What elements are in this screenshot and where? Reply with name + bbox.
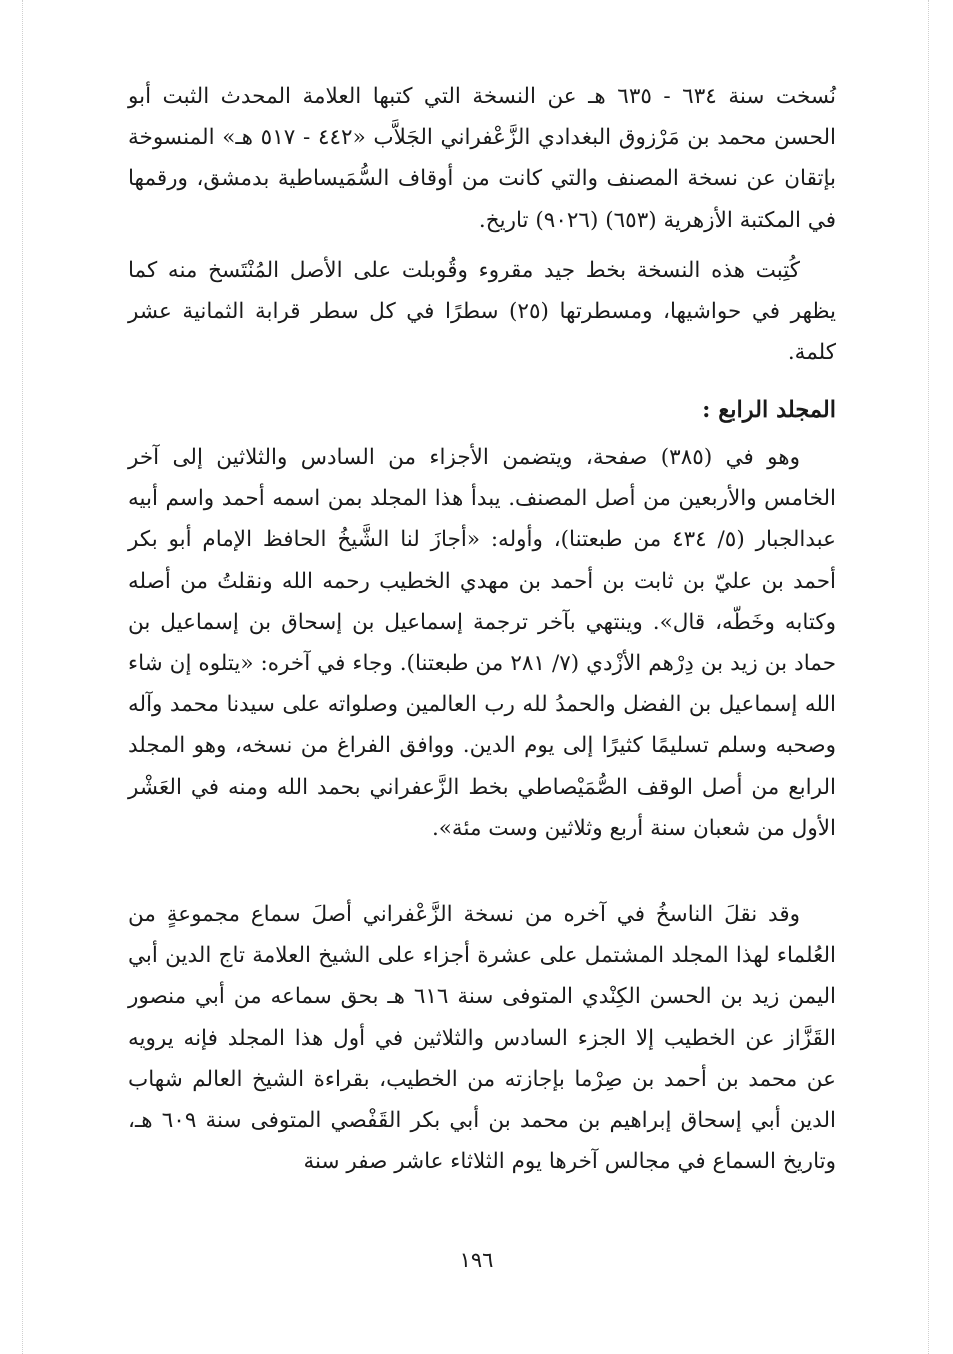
paragraph-text: وقد نقلَ الناسخُ في آخره من نسخة الزَّعْفراني أصلَ سماع مجموعةٍ من العُلماء لهذا المجلد المشتمل على عشرة أجزاء على الشيخ العلامة تاج الدين أبي اليمن زيد بن الحسن الكِنْدي المتوفى سنة ٦١٦ هـ بحق سماعه من أبي منصور القَزَّاز عن الخطيب إلا الجزء السادس والثلاثين في أول هذا المجلد فإنه يرويه عن محمد بن أحمد بن صِرْما بإجازته من الخطيب، بقراءة الشيخ العالم شهاب الدين أبي إسحاق إبراهيم بن محمد بن أبي بكر القَفْصي المتوفى سنة ٦٠٩ هـ، وتاريخ السماع في مجالس آخرها يوم الثلاثاء عاشر صفر سنة xyxy=(128,902,837,1175)
paragraph-volume-four xyxy=(128,437,836,849)
scan-guide-line-right xyxy=(928,0,929,1354)
section-heading: المجلد الرابع : xyxy=(702,397,836,423)
paragraph-text: كُتِبت هذه النسخة بخط جيد مقروء وقُوبلت على الأصل المُنْتَسخ منه كما يظهر في حواشيها، ومسطرتها (٢٥) سطرًا في كل سطر قرابة الثمانية عشر كلمة. xyxy=(128,258,836,366)
page-number: ١٩٦ xyxy=(459,1248,494,1272)
paragraph-audition-record xyxy=(128,894,836,1182)
paragraph-manuscript-description xyxy=(128,250,836,374)
paragraph-text: وهو في (٣٨٥) صفحة، ويتضمن الأجزاء من السادس والثلاثين إلى آخر الخامس والأربعين من أصل المصنف. يبدأ هذا المجلد بمن اسمه أحمد واسم أبيه عبدالجبار (٥/ ٤٣٤ من طبعتنا)، وأوله: «أجازَ لنا الشَّيخُ الحافظ الإمام أبو بكر أحمد بن عليّ بن ثابت بن أحمد بن مهدي الخطيب رحمه الله ونقلتُ من أصله وكتابه وخَطّه، قال». وينتهي بآخر ترجمة إسماعيل بن إسحاق بن إسماعيل بن حماد بن زيد بن دِرْهم الأزْدي (٧/ ٢٨١ من طبعتنا). وجاء في آخره: «يتلوه إن شاء الله إسماعيل بن الفضل والحمدُ لله رب العالمين وصلواته على سيدنا محمد وآله وصحبه وسلم تسليمًا كثيرًا إلى يوم الدين. ووافق الفراغ من نسخه، وهو المجلد الرابع من أصل الوقف الصُّمَيْصاطي بخط الزَّعفراني بحمد الله ومنه في العَشْر الأول من شعبان سنة أربع وثلاثين وست مئة». xyxy=(128,445,837,841)
scan-guide-line-left xyxy=(22,0,23,1354)
paragraph-text: نُسخت سنة ٦٣٤ - ٦٣٥ هـ عن النسخة التي كتبها العلامة المحدث الثبت أبو الحسن محمد بن مَرْزوق البغدادي الزَّعْفراني الجَلاَّب «٤٤٢ - ٥١٧ هـ» المنسوخة بإتقان عن نسخة المصنف والتي كانت من أوقاف السُّمَيساطية بدمشق، ورقمها في المكتبة الأزهرية (٦٥٣) (٩٠٢٦) تاريخ. xyxy=(128,84,836,233)
paragraph-manuscript-origin xyxy=(128,76,836,241)
